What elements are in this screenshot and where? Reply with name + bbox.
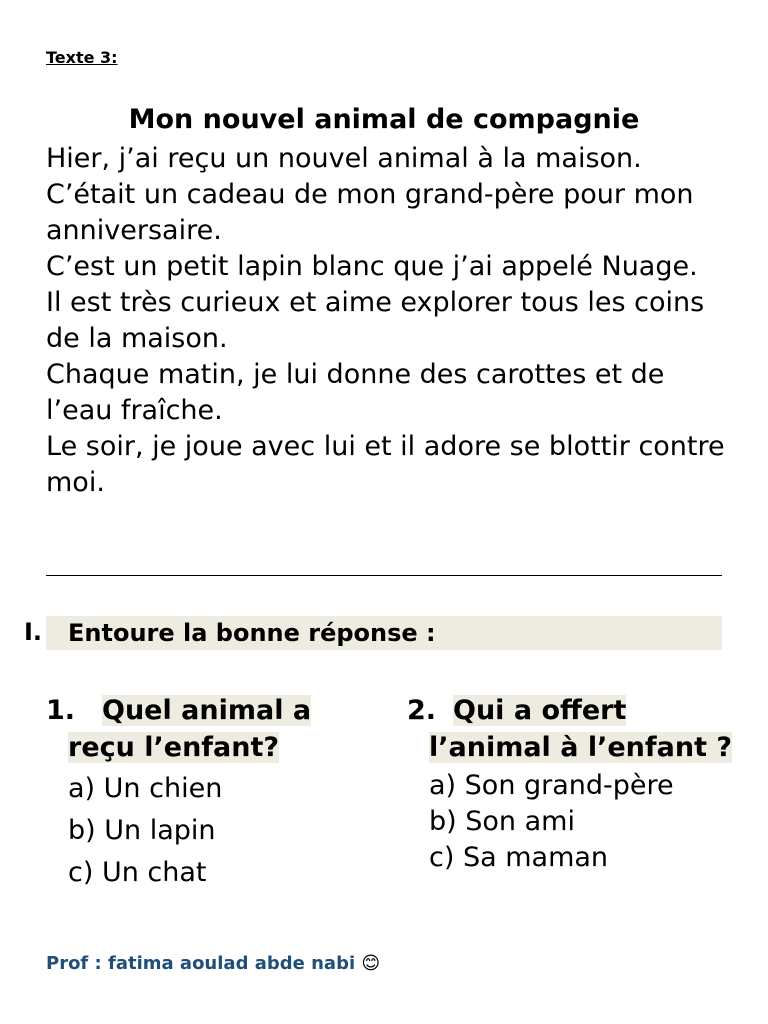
question-1: [46, 692, 366, 894]
section-numeral: I.: [24, 618, 43, 646]
text-label: Texte 3:: [46, 48, 118, 67]
smiley-icon: 😊: [361, 953, 381, 974]
answer-option[interactable]: b) Un lapin: [68, 815, 216, 846]
horizontal-divider: [46, 575, 722, 576]
question-text-highlight: Quel animal a reçu l’enfant?: [68, 695, 312, 763]
answer-option[interactable]: c) Un chat: [68, 857, 207, 888]
answer-option[interactable]: a) Son grand-père: [429, 770, 674, 801]
teacher-name: Prof : fatima aoulad abde nabi: [46, 953, 356, 974]
question-number: 2.: [407, 695, 437, 726]
question-text: [68, 692, 366, 766]
story-paragraph-4: Chaque matin, je lui donne des carottes et de l’eau fraîche.: [46, 359, 665, 426]
story-text: [46, 141, 736, 501]
question-text: [429, 692, 747, 766]
answer-option[interactable]: b) Son ami: [429, 806, 575, 837]
section-heading-text: Entoure la bonne réponse :: [68, 619, 436, 647]
teacher-signature: [46, 953, 380, 974]
story-paragraph-1: Hier, j’ai reçu un nouvel animal à la maison. C’était un cadeau de mon grand-père pour mon anniversaire.: [46, 143, 694, 246]
answer-option[interactable]: a) Un chien: [68, 773, 223, 804]
question-number: 1.: [46, 695, 76, 726]
document-title: Mon nouvel animal de compagnie: [128, 104, 640, 135]
story-paragraph-2: C’est un petit lapin blanc que j’ai appelé Nuage.: [46, 251, 698, 282]
story-paragraph-5: Le soir, je joue avec lui et il adore se blottir contre moi.: [46, 431, 725, 498]
question-text-highlight: Qui a offert l’animal à l’enfant ?: [429, 695, 733, 763]
answer-options: [68, 768, 366, 894]
answer-options: [429, 768, 747, 876]
question-2: [407, 692, 747, 876]
answer-option[interactable]: c) Sa maman: [429, 842, 609, 873]
section-heading: [46, 616, 722, 650]
story-paragraph-3: Il est très curieux et aime explorer tous les coins de la maison.: [46, 287, 705, 354]
